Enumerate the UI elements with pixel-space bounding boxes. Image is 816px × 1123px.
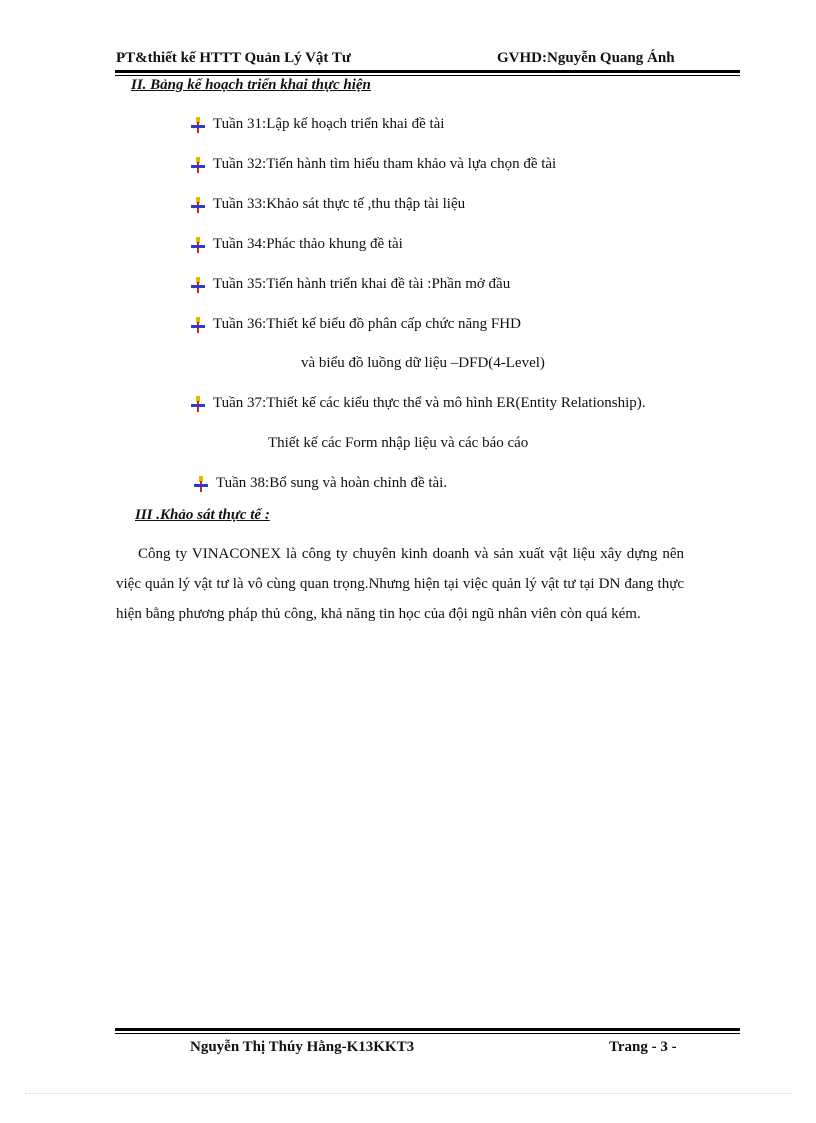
plan-item-text: Tuần 37:Thiết kế các kiểu thực thể và mô hình ER(Entity Relationship).	[213, 395, 646, 411]
pushpin-icon	[190, 317, 206, 333]
pushpin-icon	[190, 396, 206, 412]
plan-item-week-36	[190, 316, 521, 333]
plan-item-week-37-continuation: Thiết kế các Form nhập liệu và các báo cáo	[268, 435, 529, 451]
plan-item-text: Tuần 32:Tiến hành tìm hiểu tham khảo và lựa chọn đề tài	[213, 156, 557, 172]
plan-item-text: Tuần 33:Khảo sát thực tế ,thu thập tài liệu	[213, 196, 466, 212]
survey-paragraph	[116, 539, 684, 629]
pushpin-icon	[190, 157, 206, 173]
pushpin-icon	[190, 237, 206, 253]
pushpin-icon	[190, 277, 206, 293]
plan-item-week-35	[190, 276, 510, 293]
plan-item-text: Tuần 31:Lập kế hoạch triển khai đề tài	[213, 116, 445, 132]
header-right-advisor: GVHD:Nguyễn Quang Ánh	[497, 50, 675, 66]
footer-page-number: Trang - 3 -	[609, 1039, 677, 1055]
plan-item-week-34	[190, 236, 403, 253]
pushpin-icon	[190, 117, 206, 133]
page-edge-dotted-line	[25, 1093, 791, 1094]
plan-item-week-31	[190, 116, 444, 133]
plan-item-week-36-continuation: và biểu đồ luồng dữ liệu –DFD(4-Level)	[301, 355, 545, 371]
plan-item-week-32	[190, 156, 556, 173]
header-left-title: PT&thiết kế HTTT Quản Lý Vật Tư	[116, 50, 351, 66]
plan-item-text: Tuần 35:Tiến hành triển khai đề tài :Phần mở đầu	[213, 276, 511, 292]
footer-rule-thin	[115, 1033, 740, 1034]
plan-item-text: Tuần 36:Thiết kế biểu đồ phân cấp chức năng FHD	[213, 316, 521, 332]
header-rule-thick	[115, 70, 740, 73]
header-rule-thin	[115, 75, 740, 76]
plan-item-week-38	[193, 475, 447, 492]
plan-item-text: Tuần 34:Phác thảo khung đề tài	[213, 236, 403, 252]
plan-item-week-37	[190, 395, 646, 412]
section-3-title: III .Khảo sát thực tế :	[135, 507, 270, 523]
footer-author: Nguyễn Thị Thúy Hằng-K13KKT3	[190, 1039, 415, 1055]
section-2-title: II. Bảng kế hoạch triển khai thực hiện	[131, 77, 371, 93]
pushpin-icon	[190, 197, 206, 213]
plan-item-text: Tuần 38:Bổ sung và hoàn chỉnh đề tài.	[216, 475, 448, 491]
footer-rule-thick	[115, 1028, 740, 1031]
pushpin-icon	[193, 476, 209, 492]
plan-item-week-33	[190, 196, 465, 213]
survey-paragraph-text: Công ty VINACONEX là công ty chuyên kinh doanh và sản xuất vật liệu xây dựng nên việc quản lý vật tư là vô cùng quan trọng.Nhưng hiện tại việc quản lý vật tư tại DN đang thực hiện bằng phương pháp thủ công, khả năng tin học của đội ngũ nhân viên còn quá kém.	[116, 546, 684, 622]
